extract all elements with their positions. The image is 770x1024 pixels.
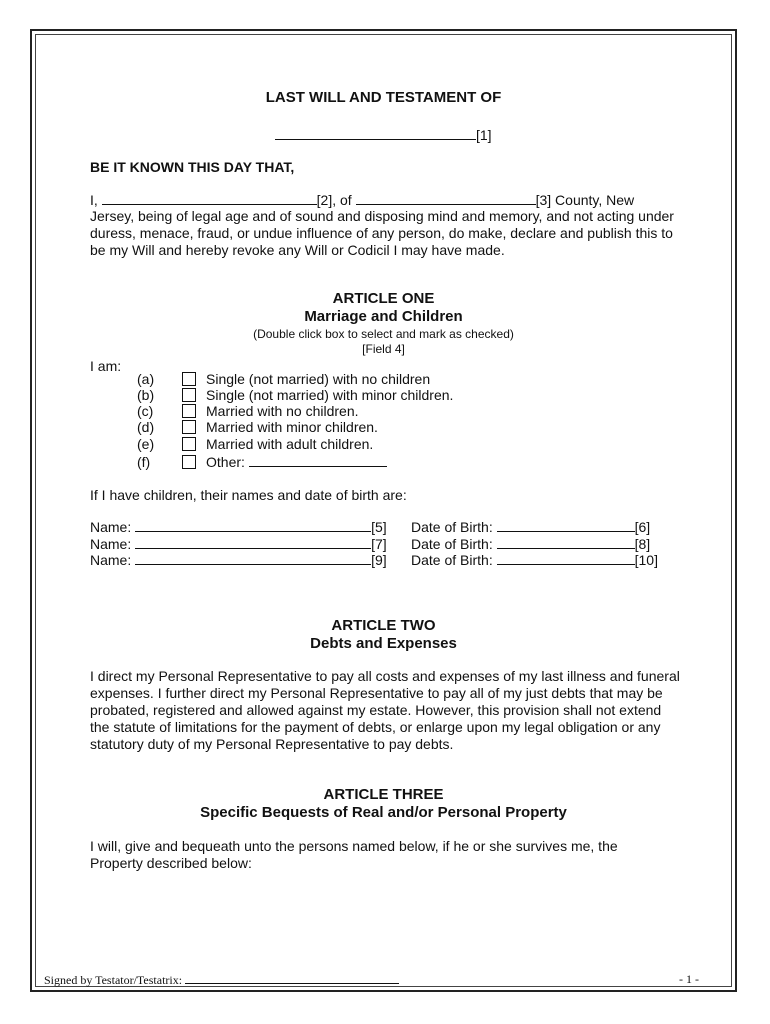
option-a[interactable] — [137, 371, 430, 387]
option-letter: (b) — [137, 387, 155, 403]
article-three-subheading: Specific Bequests of Real and/or Personal Property — [200, 804, 567, 821]
child-name-field[interactable] — [135, 551, 371, 565]
option-letter: (d) — [137, 419, 155, 435]
signature-field[interactable] — [185, 972, 399, 984]
document-title: LAST WILL AND TESTAMENT OF — [265, 89, 502, 106]
option-letter: (a) — [137, 371, 155, 387]
signed-label: Signed by Testator/Testatrix: — [44, 973, 183, 987]
testator-name-field[interactable] — [275, 126, 476, 140]
field-ref: [8] — [634, 536, 651, 552]
option-letter: (e) — [137, 436, 155, 452]
article-three-heading: ARTICLE THREE — [323, 786, 444, 803]
checkbox-a[interactable] — [182, 372, 196, 386]
option-label: Single (not married) with minor children. — [206, 387, 454, 403]
field-ref: [6] — [634, 519, 651, 535]
dob-label: Date of Birth: — [411, 519, 493, 535]
article-two-line-3: probated, registered and allowed against my estate. However, this provision shall not extend — [90, 702, 662, 718]
intro-line-4: be my Will and hereby revoke any Will or Codicil I may have made. — [90, 242, 505, 258]
checkbox-d[interactable] — [182, 420, 196, 434]
page-footer — [44, 972, 699, 988]
article-two-line-1: I direct my Personal Representative to pay all costs and expenses of my last illness and funeral — [90, 668, 680, 684]
field-ref: [9] — [371, 552, 387, 568]
page-number: - 1 - — [679, 972, 699, 986]
name-label: Name: — [90, 536, 132, 552]
i-am-label: I am: — [90, 358, 122, 374]
child-name-field[interactable] — [135, 518, 371, 532]
child-row-1 — [90, 518, 650, 534]
field-ref-1: [1] — [476, 127, 492, 143]
field-ref-3: [3] County, New — [535, 192, 635, 208]
option-label: Other: — [206, 454, 245, 470]
checkbox-b[interactable] — [182, 388, 196, 402]
option-letter: (f) — [137, 454, 151, 470]
checkbox-f[interactable] — [182, 455, 196, 469]
checkbox-c[interactable] — [182, 404, 196, 418]
child-name-field[interactable] — [135, 535, 371, 549]
child-row-2 — [90, 535, 650, 551]
article-two-line-5: statutory duty of my Personal Representative to pay debts. — [90, 736, 454, 752]
dob-label: Date of Birth: — [411, 552, 493, 568]
field-ref: [10] — [634, 552, 658, 568]
testator-full-name-field[interactable] — [102, 191, 317, 205]
option-label: Married with no children. — [206, 403, 359, 419]
child-dob-field[interactable] — [497, 535, 635, 549]
intro-line-3: duress, menace, fraud, or undue influence of any person, do make, declare and publish this to — [90, 225, 673, 241]
testator-name-line — [275, 126, 492, 143]
intro-line-2: Jersey, being of legal age and of sound and disposing mind and memory, and not acting under — [90, 208, 674, 224]
known-heading: BE IT KNOWN THIS DAY THAT, — [90, 159, 295, 175]
field-ref: [5] — [371, 519, 387, 535]
checkbox-e[interactable] — [182, 437, 196, 451]
field-ref-2: [2], of — [316, 192, 352, 208]
intro-prefix: I, — [90, 192, 98, 208]
other-field[interactable] — [249, 453, 387, 467]
article-one-field: [Field 4] — [362, 342, 405, 356]
article-two-line-2: expenses. I further direct my Personal Representative to pay all of my just debts that may be — [90, 685, 663, 701]
option-e[interactable] — [137, 436, 373, 452]
child-dob-field[interactable] — [497, 518, 635, 532]
article-one-subheading: Marriage and Children — [304, 308, 463, 325]
name-label: Name: — [90, 519, 132, 535]
children-intro: If I have children, their names and date of birth are: — [90, 487, 407, 503]
article-two-heading: ARTICLE TWO — [331, 617, 436, 634]
intro-line-1 — [90, 191, 634, 208]
name-label: Name: — [90, 552, 132, 568]
option-letter: (c) — [137, 403, 154, 419]
option-label: Single (not married) with no children — [206, 371, 431, 387]
county-field[interactable] — [356, 191, 536, 205]
option-label: Married with adult children. — [206, 436, 374, 452]
option-label: Married with minor children. — [206, 419, 378, 435]
article-two-subheading: Debts and Expenses — [310, 635, 457, 652]
article-three-line-1: I will, give and bequeath unto the persons named below, if he or she survives me, the — [90, 838, 618, 854]
article-two-line-4: the statute of limitations for the payment of debts, or enlarge upon my legal obligation or any — [90, 719, 661, 735]
option-b[interactable] — [137, 387, 453, 403]
option-d[interactable] — [137, 419, 378, 435]
article-one-note: (Double click box to select and mark as checked) — [253, 327, 514, 341]
article-one-heading: ARTICLE ONE — [332, 290, 435, 307]
field-ref: [7] — [371, 536, 387, 552]
article-three-line-2: Property described below: — [90, 855, 252, 871]
child-dob-field[interactable] — [497, 551, 635, 565]
option-c[interactable] — [137, 403, 359, 419]
child-row-3 — [90, 551, 658, 567]
dob-label: Date of Birth: — [411, 536, 493, 552]
option-f[interactable] — [137, 453, 387, 469]
